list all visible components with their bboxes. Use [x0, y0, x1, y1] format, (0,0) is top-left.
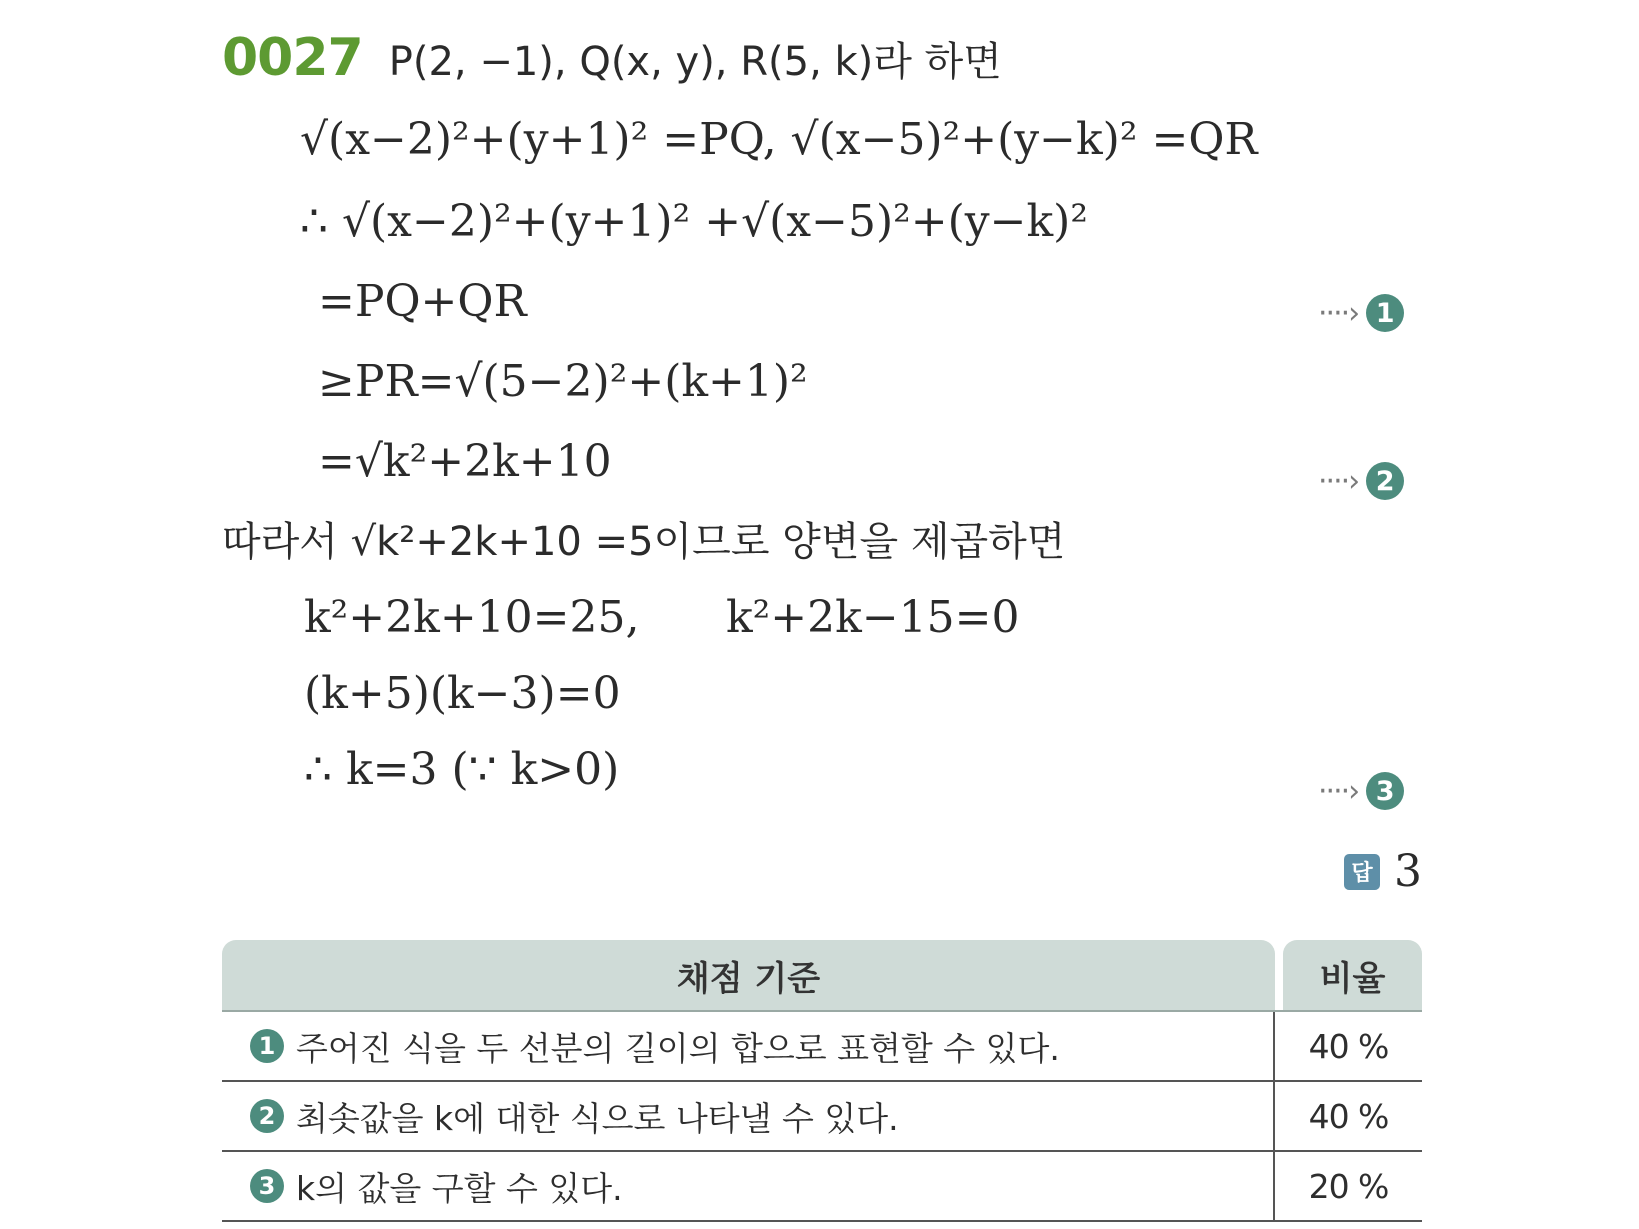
step-number-icon: 2 [1366, 462, 1404, 500]
table-row [222, 1152, 1422, 1222]
step-marker-3 [1318, 772, 1404, 810]
answer-value: 3 [1394, 846, 1422, 897]
equation-line-4: ≥PR=√(5−2)²+(k+1)² [318, 356, 808, 407]
table-row [222, 1010, 1422, 1082]
header-ratio: 비율 [1283, 940, 1422, 1010]
table-row [222, 1082, 1422, 1152]
equation-line-10: ∴ k=3 (∵ k>0) [304, 744, 620, 795]
problem-header [222, 28, 1002, 92]
ratio-cell: 40 % [1308, 1026, 1389, 1066]
step-marker-1 [1318, 294, 1404, 332]
criteria-cell [222, 1082, 1275, 1150]
problem-intro: P(2, −1), Q(x, y), R(5, k)라 하면 [388, 39, 1002, 85]
ratio-cell: 20 % [1308, 1166, 1389, 1206]
criteria-cell [222, 1012, 1275, 1080]
dots-arrow-icon: ····› [1318, 295, 1359, 331]
grading-table [222, 940, 1422, 1222]
table-header [222, 940, 1422, 1010]
answer-box [1344, 846, 1422, 897]
criteria-text: k의 값을 구할 수 있다. [296, 1168, 623, 1208]
problem-number: 0027 [222, 28, 363, 88]
step-number-icon: 3 [250, 1169, 284, 1203]
criteria-cell [222, 1152, 1275, 1220]
step-number-icon: 3 [1366, 772, 1404, 810]
equation-line-7: k²+2k+10=25, [304, 592, 640, 643]
equation-line-1: √(x−2)²+(y+1)² =PQ, √(x−5)²+(y−k)² =QR [300, 114, 1258, 165]
criteria-text: 주어진 식을 두 선분의 길이의 합으로 표현할 수 있다. [296, 1028, 1060, 1068]
answer-icon: 답 [1344, 854, 1380, 890]
step-number-icon: 2 [250, 1099, 284, 1133]
equation-line-9: (k+5)(k−3)=0 [304, 668, 621, 719]
equation-line-3: =PQ+QR [318, 276, 527, 327]
explanation-line: 따라서 √k²+2k+10 =5이므로 양변을 제곱하면 [222, 519, 1066, 565]
dots-arrow-icon: ····› [1318, 773, 1359, 809]
dots-arrow-icon: ····› [1318, 463, 1359, 499]
ratio-cell: 40 % [1308, 1096, 1389, 1136]
equation-line-2: ∴ √(x−2)²+(y+1)² +√(x−5)²+(y−k)² [300, 196, 1088, 247]
step-marker-2 [1318, 462, 1404, 500]
criteria-text: 최솟값을 k에 대한 식으로 나타낼 수 있다. [296, 1098, 899, 1138]
step-number-icon: 1 [250, 1029, 284, 1063]
step-number-icon: 1 [1366, 294, 1404, 332]
header-criteria: 채점 기준 [222, 940, 1275, 1010]
equation-line-5: =√k²+2k+10 [318, 436, 612, 487]
equation-line-8: k²+2k−15=0 [726, 592, 1020, 643]
